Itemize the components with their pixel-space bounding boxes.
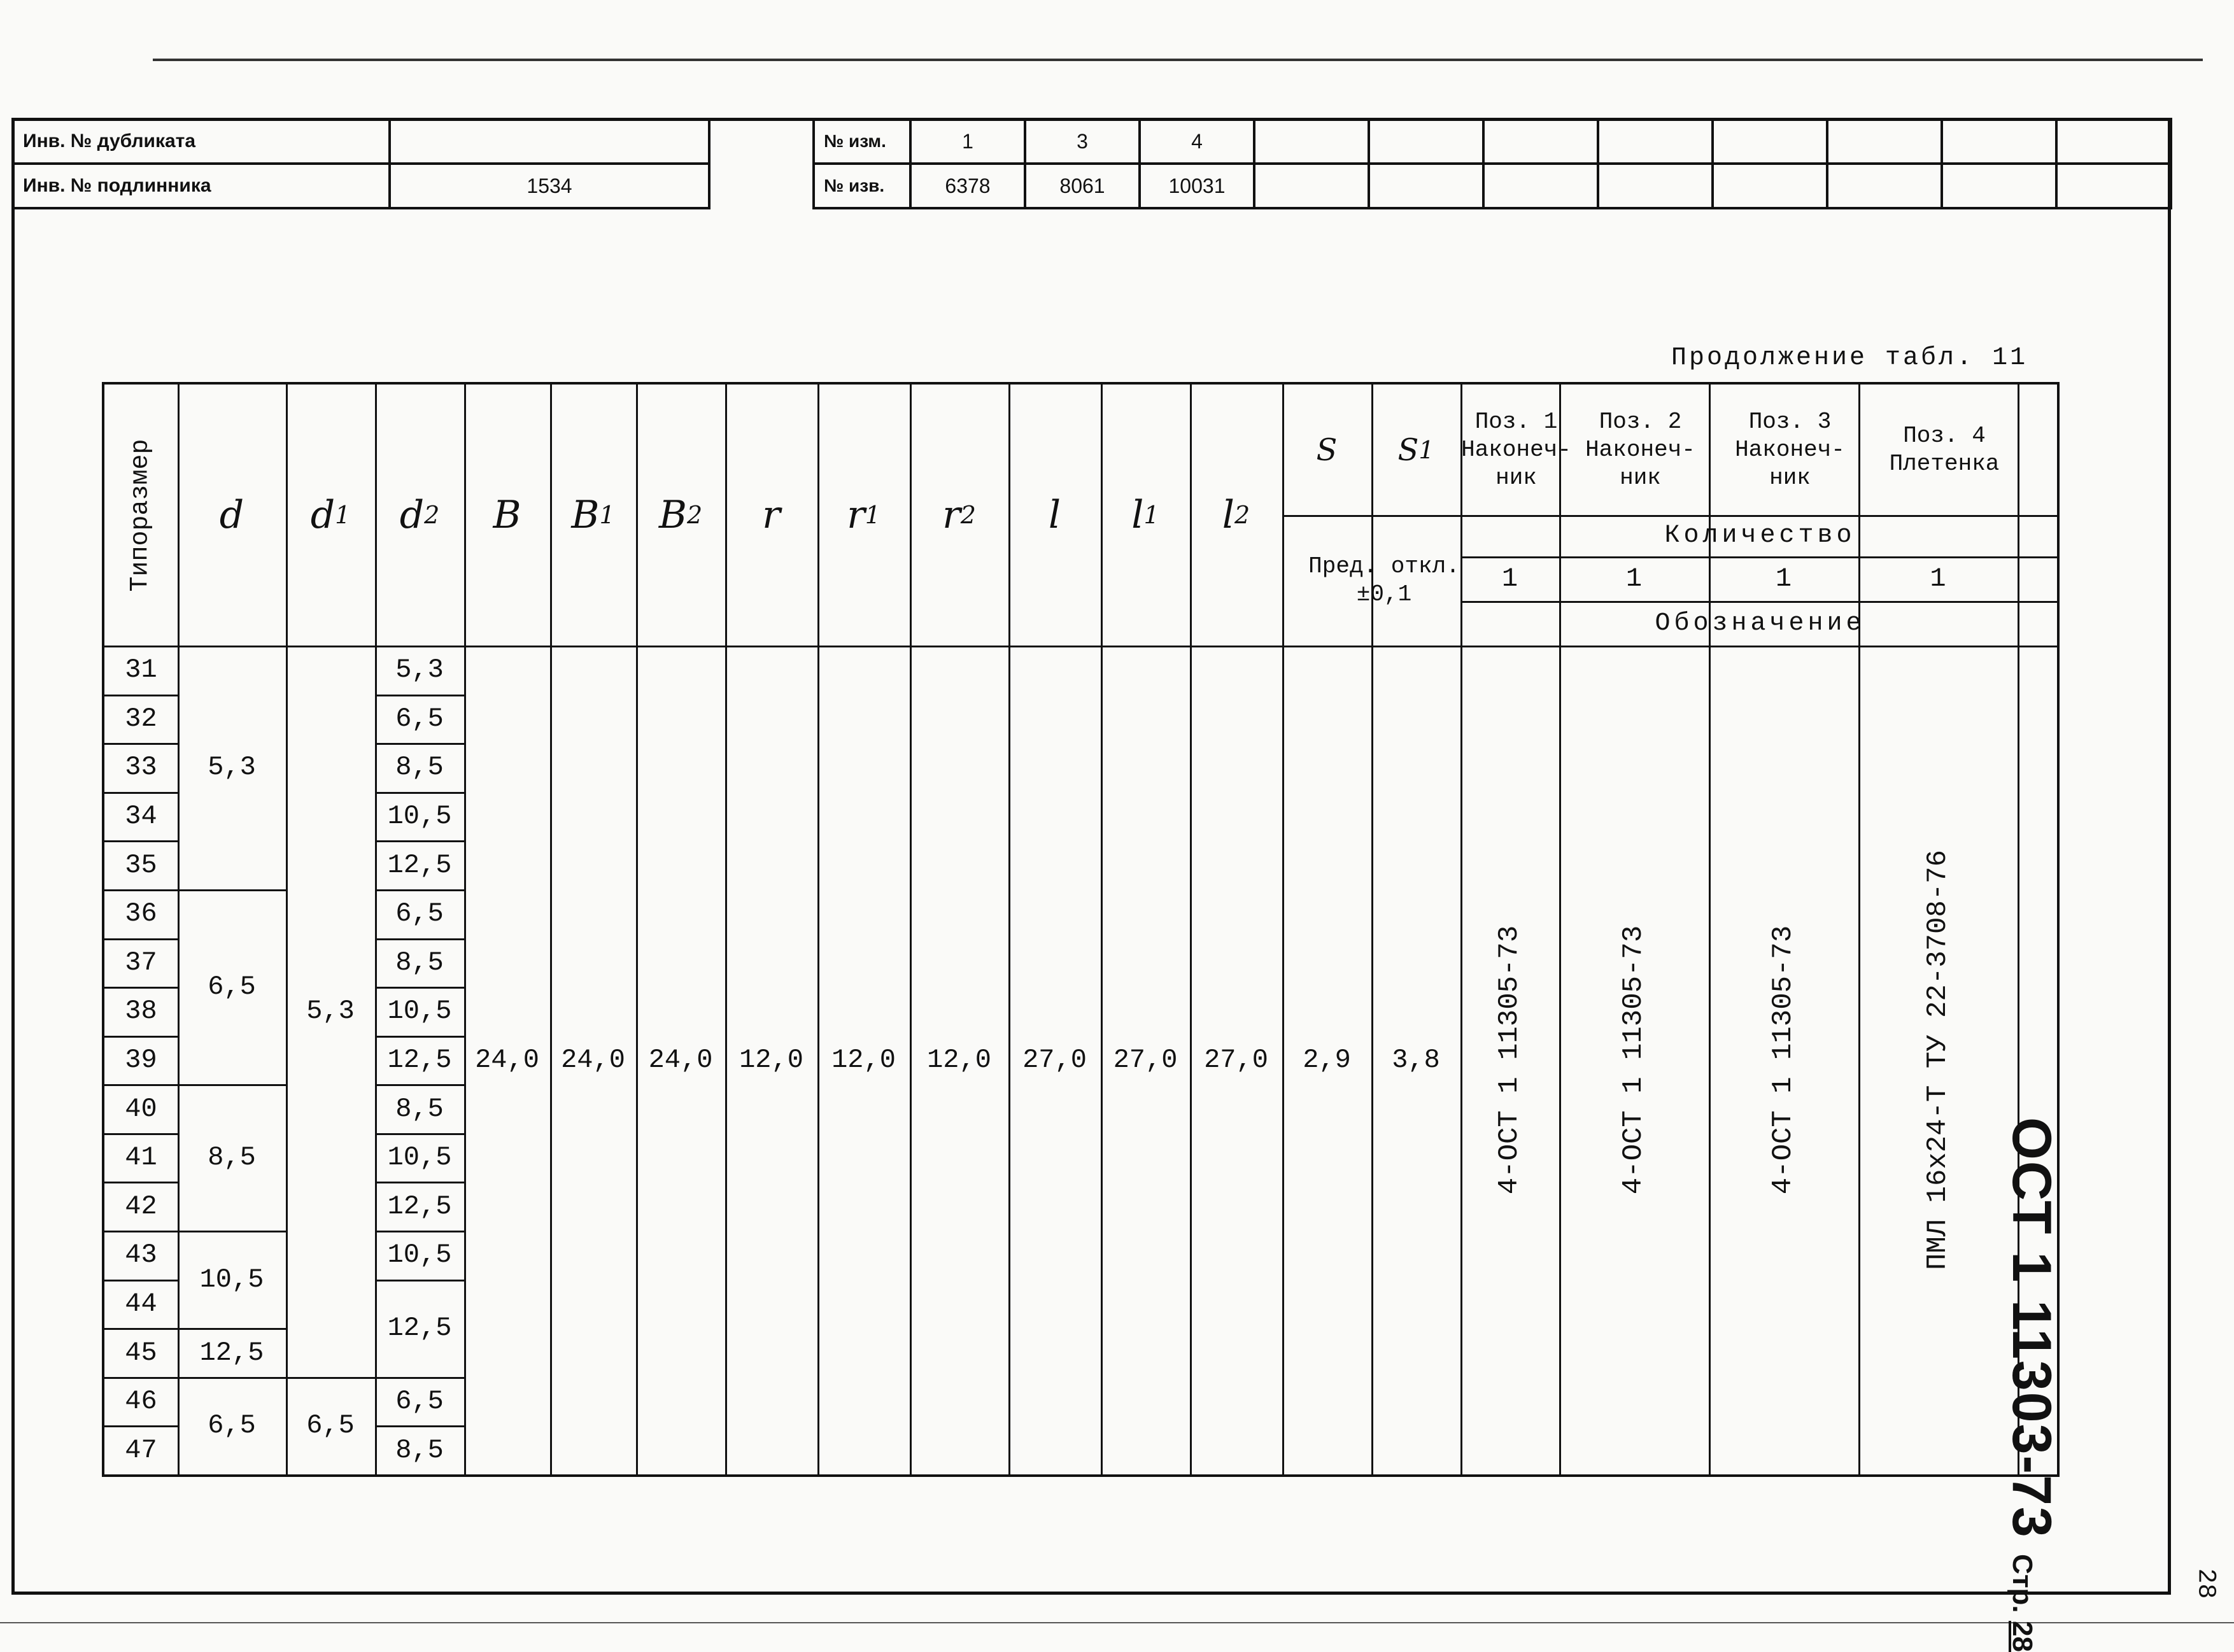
label-notice-no: № изв. bbox=[814, 164, 910, 208]
change-no-cell bbox=[1827, 119, 1942, 164]
header-position: Поз. 2 Наконеч- ник bbox=[1585, 408, 1695, 491]
d2-value: 6,5 bbox=[395, 1386, 444, 1417]
dimensions-table bbox=[102, 382, 2060, 1477]
d2-value: 6,5 bbox=[395, 703, 444, 734]
notice-no-cell: 8061 bbox=[1025, 164, 1140, 208]
symbol-base: B bbox=[493, 493, 521, 537]
stamp-changes bbox=[812, 118, 2172, 209]
designation-text: 4-ОСТ 1 11305-73 bbox=[1767, 925, 1800, 1195]
row-divider bbox=[375, 743, 464, 745]
doc-code: ОСТ 1 11303-73 bbox=[2001, 1117, 2062, 1539]
qty-value: 1 bbox=[1625, 563, 1643, 594]
notice-no-cell bbox=[1942, 164, 2056, 208]
d2-value: 6,5 bbox=[395, 898, 444, 929]
d2-value: 12,5 bbox=[387, 1313, 452, 1344]
symbol-base: B bbox=[658, 493, 687, 537]
size-value: 36 bbox=[125, 898, 157, 929]
header-size bbox=[104, 385, 178, 646]
symbol-index: 1 bbox=[599, 501, 615, 529]
label-change-no: № изм. bbox=[814, 119, 910, 164]
d2-value: 10,5 bbox=[387, 1239, 452, 1271]
size-value: 42 bbox=[125, 1190, 157, 1222]
group-divider bbox=[286, 1377, 375, 1379]
d2-value: 8,5 bbox=[395, 1093, 444, 1124]
row-divider bbox=[104, 1377, 178, 1379]
d1-value: 6,5 bbox=[306, 1410, 355, 1441]
document-code-vertical bbox=[2000, 1117, 2063, 1652]
row-divider bbox=[104, 743, 178, 745]
header-symbol bbox=[910, 385, 1008, 646]
designation-2 bbox=[1559, 646, 1709, 1474]
group-divider bbox=[178, 1377, 286, 1379]
symbol-base: l bbox=[1048, 493, 1061, 537]
page-label: Стр. bbox=[2007, 1554, 2038, 1613]
designation-text: 4-ОСТ 1 11305-73 bbox=[1494, 925, 1526, 1195]
header-symbol bbox=[817, 385, 910, 646]
symbol-base: B bbox=[571, 493, 600, 537]
size-value: 38 bbox=[125, 996, 157, 1027]
header-symbol bbox=[636, 385, 725, 646]
size-value: 39 bbox=[125, 1044, 157, 1075]
row-divider bbox=[375, 987, 464, 989]
value-s: 2,9 bbox=[1303, 1045, 1351, 1075]
d2-value: 10,5 bbox=[387, 996, 452, 1027]
header-symbol bbox=[1101, 385, 1190, 646]
symbol-index: 2 bbox=[960, 501, 976, 529]
group-divider bbox=[178, 1231, 286, 1232]
header-tolerance: Пред. откл. ±0,1 bbox=[1308, 553, 1460, 607]
d2-value: 12,5 bbox=[387, 1044, 452, 1075]
size-value: 44 bbox=[125, 1288, 157, 1319]
notice-no-cell bbox=[1827, 164, 1942, 208]
row-divider bbox=[375, 840, 464, 842]
row-divider bbox=[104, 1036, 178, 1038]
change-no-cell bbox=[1942, 119, 2056, 164]
symbol-index: 2 bbox=[686, 501, 703, 529]
row-divider bbox=[104, 792, 178, 794]
size-value: 41 bbox=[125, 1142, 157, 1173]
size-value: 43 bbox=[125, 1239, 157, 1271]
symbol-index: 1 bbox=[335, 501, 351, 529]
d-value: 6,5 bbox=[208, 1410, 256, 1441]
label-dup-inv: Инв. № дубликата bbox=[13, 119, 390, 164]
row-divider bbox=[104, 938, 178, 940]
d2-value: 12,5 bbox=[387, 1190, 452, 1222]
group-divider bbox=[178, 889, 286, 891]
size-value: 31 bbox=[125, 654, 157, 686]
symbol-base: r bbox=[762, 493, 781, 537]
value-s1: 3,8 bbox=[1392, 1045, 1440, 1075]
row-divider bbox=[104, 695, 178, 696]
row-divider bbox=[104, 1425, 178, 1427]
notice-no-cell bbox=[2056, 164, 2171, 208]
symbol-base: r bbox=[847, 493, 865, 537]
change-no-cell bbox=[2056, 119, 2171, 164]
size-value: 40 bbox=[125, 1093, 157, 1124]
d-value: 8,5 bbox=[208, 1142, 256, 1173]
row-divider bbox=[375, 695, 464, 696]
designation-text: ПМЛ 16х24-Т ТУ 22-3708-76 bbox=[1922, 849, 1955, 1271]
group-divider bbox=[178, 1084, 286, 1086]
value-r1: 12,0 bbox=[831, 1045, 896, 1075]
row-divider bbox=[375, 889, 464, 891]
symbol-base: S bbox=[1397, 432, 1419, 468]
symbol-index: 2 bbox=[424, 501, 440, 529]
value-r: 12,0 bbox=[739, 1045, 803, 1075]
margin-page-number: 28 bbox=[2191, 1568, 2220, 1599]
top-rule bbox=[153, 59, 2203, 61]
symbol-base: l bbox=[1131, 493, 1144, 537]
row-divider bbox=[104, 1231, 178, 1232]
notice-no-cell bbox=[1254, 164, 1369, 208]
value-orig-inv: 1534 bbox=[390, 164, 709, 208]
qty-value: 1 bbox=[1930, 563, 1946, 594]
value-l2: 27,0 bbox=[1204, 1045, 1268, 1075]
header-symbol bbox=[464, 385, 550, 646]
symbol-index: 1 bbox=[865, 501, 880, 529]
row-divider bbox=[104, 1182, 178, 1183]
symbol-index: 2 bbox=[1234, 501, 1250, 529]
header-symbol bbox=[286, 385, 375, 646]
header-symbol bbox=[1008, 385, 1101, 646]
row-divider bbox=[375, 1231, 464, 1232]
size-value: 34 bbox=[125, 801, 157, 832]
row-divider bbox=[104, 1280, 178, 1281]
group-divider bbox=[178, 1328, 286, 1330]
value-b2: 24,0 bbox=[648, 1045, 713, 1075]
designation-3 bbox=[1709, 646, 1858, 1474]
d-value: 5,3 bbox=[208, 752, 256, 783]
header-symbol bbox=[1282, 385, 1371, 515]
row-divider bbox=[375, 1084, 464, 1086]
header-position: Поз. 1 Наконеч- ник bbox=[1461, 408, 1571, 491]
d2-value: 8,5 bbox=[395, 947, 444, 978]
size-value: 33 bbox=[125, 752, 157, 783]
designation-1 bbox=[1460, 646, 1559, 1474]
symbol-index: 1 bbox=[1418, 435, 1434, 464]
row-divider bbox=[375, 1425, 464, 1427]
notice-no-cell bbox=[1598, 164, 1713, 208]
symbol-base: d bbox=[399, 493, 425, 537]
label-orig-inv: Инв. № подлинника bbox=[13, 164, 390, 208]
notice-no-cell: 6378 bbox=[910, 164, 1025, 208]
d2-value: 8,5 bbox=[395, 752, 444, 783]
header-position: Поз. 4 Плетенка bbox=[1889, 422, 2000, 477]
row-divider bbox=[104, 840, 178, 842]
value-l1: 27,0 bbox=[1113, 1045, 1178, 1075]
symbol-base: r bbox=[942, 493, 961, 537]
size-value: 37 bbox=[125, 947, 157, 978]
row-divider bbox=[375, 1036, 464, 1038]
symbol-base: d bbox=[219, 493, 244, 537]
size-value: 45 bbox=[125, 1337, 157, 1368]
size-value: 32 bbox=[125, 703, 157, 734]
row-divider bbox=[104, 889, 178, 891]
row-divider bbox=[375, 1182, 464, 1183]
stamp-inventory bbox=[11, 118, 710, 209]
change-no-cell bbox=[1254, 119, 1369, 164]
value-l: 27,0 bbox=[1022, 1045, 1087, 1075]
d-value: 10,5 bbox=[199, 1264, 264, 1295]
d2-value: 5,3 bbox=[395, 654, 444, 686]
d-value: 12,5 bbox=[199, 1337, 264, 1368]
row-divider bbox=[375, 792, 464, 794]
symbol-base: d bbox=[310, 493, 336, 537]
header-quantity: Количество bbox=[1664, 521, 1856, 550]
d-value: 6,5 bbox=[208, 971, 256, 1003]
row-divider bbox=[104, 1328, 178, 1330]
value-dup-inv bbox=[390, 119, 709, 164]
notice-no-cell bbox=[1713, 164, 1827, 208]
change-no-cell bbox=[1369, 119, 1483, 164]
designation-4 bbox=[1858, 646, 2018, 1474]
change-no-cell bbox=[1598, 119, 1713, 164]
d2-value: 10,5 bbox=[387, 1142, 452, 1173]
continuation-caption: Продолжение табл. 11 bbox=[1671, 344, 2028, 372]
row-divider bbox=[104, 1133, 178, 1135]
header-position: Поз. 3 Наконеч- ник bbox=[1735, 408, 1845, 491]
header-size-label: Типоразмер bbox=[127, 438, 156, 592]
change-no-cell bbox=[1713, 119, 1827, 164]
value-b: 24,0 bbox=[475, 1045, 539, 1075]
header-designation: Обозначение bbox=[1655, 609, 1865, 638]
symbol-base: l bbox=[1222, 493, 1234, 537]
change-no-cell: 3 bbox=[1025, 119, 1140, 164]
header-symbol bbox=[550, 385, 636, 646]
size-value: 35 bbox=[125, 849, 157, 880]
row-divider bbox=[375, 1377, 464, 1379]
row-divider bbox=[375, 938, 464, 940]
value-b1: 24,0 bbox=[561, 1045, 625, 1075]
designation-text: 4-ОСТ 1 11305-73 bbox=[1618, 925, 1650, 1195]
d1-value: 5,3 bbox=[306, 996, 355, 1027]
size-value: 46 bbox=[125, 1386, 157, 1417]
header-symbol bbox=[178, 385, 286, 646]
d2-value: 8,5 bbox=[395, 1434, 444, 1465]
change-no-cell bbox=[1483, 119, 1598, 164]
d2-value: 10,5 bbox=[387, 801, 452, 832]
symbol-base: S bbox=[1316, 432, 1338, 468]
notice-no-cell bbox=[1483, 164, 1598, 208]
notice-no-cell bbox=[1369, 164, 1483, 208]
d2-value: 12,5 bbox=[387, 849, 452, 880]
row-divider bbox=[104, 987, 178, 989]
row-divider bbox=[375, 1133, 464, 1135]
change-no-cell: 4 bbox=[1140, 119, 1254, 164]
header-symbol bbox=[375, 385, 464, 646]
qty-value: 1 bbox=[1775, 563, 1792, 594]
qty-value: 1 bbox=[1501, 563, 1518, 594]
header-symbol bbox=[725, 385, 817, 646]
row-divider bbox=[104, 1084, 178, 1086]
value-r2: 12,0 bbox=[927, 1045, 991, 1075]
notice-no-cell: 10031 bbox=[1140, 164, 1254, 208]
symbol-index: 1 bbox=[1143, 501, 1159, 529]
row-divider bbox=[375, 1280, 464, 1281]
size-value: 47 bbox=[125, 1434, 157, 1465]
page-number: 28 bbox=[2007, 1621, 2038, 1652]
change-no-cell: 1 bbox=[910, 119, 1025, 164]
header-symbol bbox=[1371, 385, 1460, 515]
header-symbol bbox=[1190, 385, 1282, 646]
